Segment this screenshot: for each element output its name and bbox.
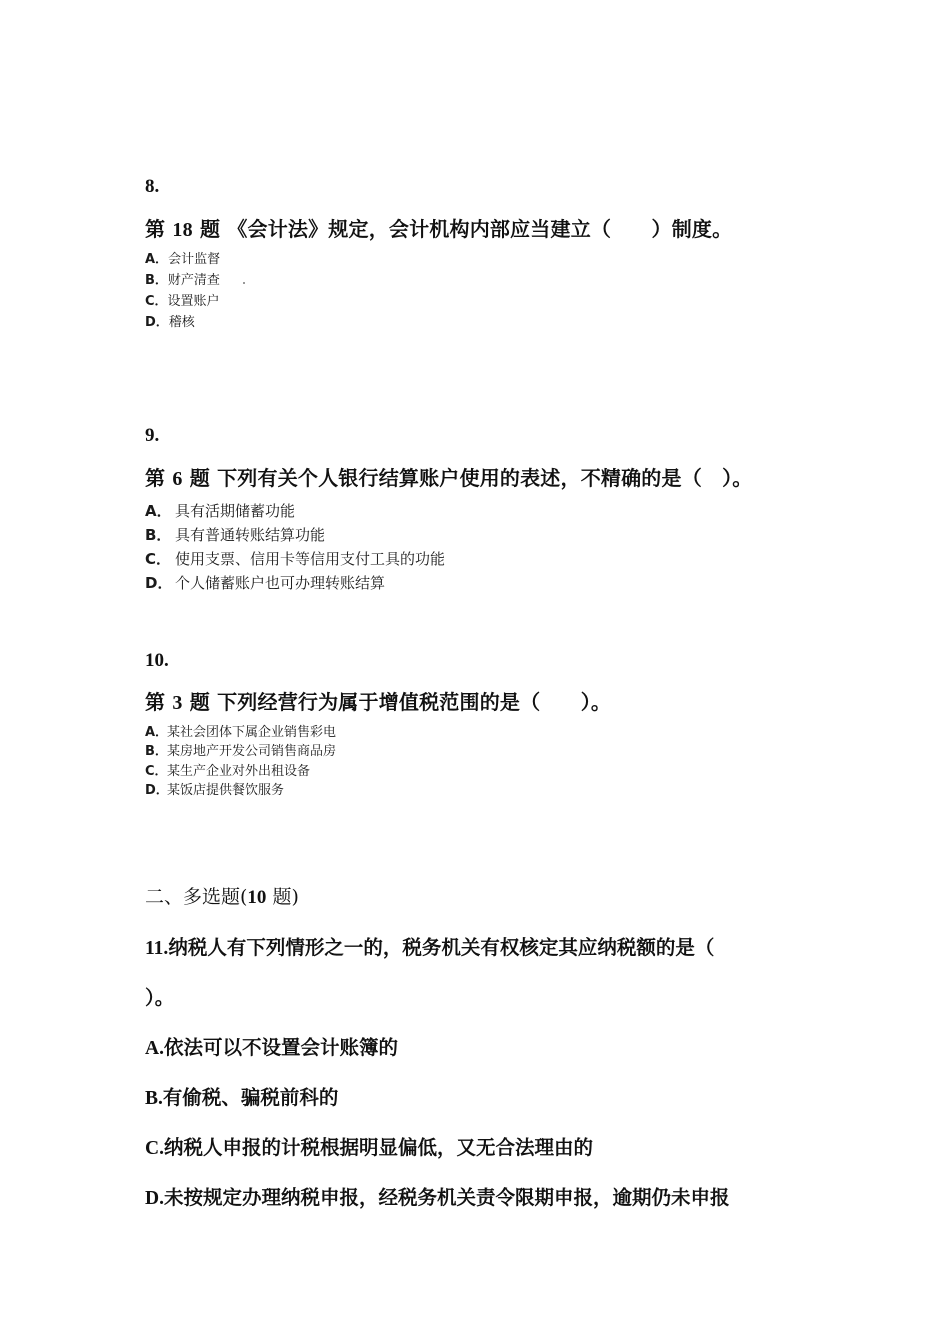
option-letter: C． bbox=[145, 550, 172, 568]
question-11-line-1 bbox=[145, 932, 714, 960]
question-11-number: 11. bbox=[145, 938, 169, 959]
question-9-title-num: 6 bbox=[172, 468, 183, 490]
option-text: 未按规定办理纳税申报，经税务机关责令限期申报，逾期仍未申报 bbox=[163, 1186, 730, 1209]
question-11-option-a[interactable] bbox=[145, 1032, 398, 1060]
option-text: 有偷税、骗税前科的 bbox=[162, 1086, 339, 1109]
option-letter: B． bbox=[145, 273, 168, 288]
question-8-option-b[interactable] bbox=[145, 269, 220, 288]
question-8-title-num: 18 bbox=[172, 219, 193, 241]
question-10-title-text: 下列经营行为属于增值税范围的是（ ）。 bbox=[217, 690, 612, 714]
question-11-option-d[interactable] bbox=[145, 1182, 729, 1210]
question-10-title-num: 3 bbox=[172, 692, 183, 714]
option-text: 某房地产开发公司销售商品房 bbox=[167, 744, 337, 759]
question-9-title-prefix: 第 bbox=[145, 466, 173, 490]
question-10-title bbox=[145, 686, 611, 715]
question-9-title-mid: 题 bbox=[182, 466, 218, 490]
question-9-option-c[interactable] bbox=[145, 548, 445, 569]
option-text: 设置账户 bbox=[167, 294, 220, 309]
option-text: 依法可以不设置会计账簿的 bbox=[163, 1036, 398, 1059]
question-11-text: 纳税人有下列情形之一的，税务机关有权核定其应纳税额的是（ bbox=[168, 936, 715, 959]
option-text: 某社会团体下属企业销售彩电 bbox=[167, 725, 337, 740]
question-10-number: 10. bbox=[145, 650, 169, 671]
question-8-title-mid: 题 bbox=[192, 217, 228, 241]
option-text: 使用支票、信用卡等信用支付工具的功能 bbox=[175, 550, 446, 568]
option-letter: D． bbox=[145, 315, 169, 330]
question-8-number: 8. bbox=[145, 176, 160, 197]
section-title bbox=[145, 882, 299, 909]
option-letter: B． bbox=[145, 526, 172, 544]
section-title-prefix: 二、多选题( bbox=[145, 886, 248, 908]
section-title-num: 10 bbox=[247, 887, 267, 908]
option-letter: B. bbox=[145, 1088, 163, 1109]
option-text: 某生产企业对外出租设备 bbox=[167, 764, 311, 779]
question-10-option-d[interactable] bbox=[145, 779, 284, 798]
option-text: 会计监督 bbox=[168, 252, 221, 267]
section-title-suffix: 题) bbox=[266, 886, 299, 908]
question-9-option-a[interactable] bbox=[145, 500, 295, 521]
question-8-option-d[interactable] bbox=[145, 311, 195, 330]
question-10-title-prefix: 第 bbox=[145, 690, 173, 714]
question-11-option-c[interactable] bbox=[145, 1132, 593, 1160]
question-10-option-b[interactable] bbox=[145, 740, 336, 759]
option-letter: C. bbox=[145, 1138, 164, 1159]
question-8-option-a[interactable] bbox=[145, 248, 220, 267]
option-text: 个人储蓄账户也可办理转账结算 bbox=[175, 574, 386, 592]
question-9-title bbox=[145, 462, 753, 491]
question-8-title bbox=[145, 213, 732, 242]
option-letter: D． bbox=[145, 783, 169, 798]
option-letter: A． bbox=[145, 502, 172, 520]
question-9-option-d[interactable] bbox=[145, 572, 385, 593]
option-letter: C． bbox=[145, 764, 168, 779]
question-10-option-c[interactable] bbox=[145, 760, 310, 779]
option-letter: A. bbox=[145, 1038, 164, 1059]
option-letter: A． bbox=[145, 252, 169, 267]
question-11-line-2: ）。 bbox=[145, 986, 175, 1009]
scan-dot-mark bbox=[243, 282, 245, 284]
option-letter: C． bbox=[145, 294, 168, 309]
question-10-title-mid: 题 bbox=[182, 690, 218, 714]
option-letter: A． bbox=[145, 725, 169, 740]
question-8-option-c[interactable] bbox=[145, 290, 220, 309]
question-10-option-a[interactable] bbox=[145, 721, 336, 740]
question-9-title-text: 下列有关个人银行结算账户使用的表述，不精确的是（ ）。 bbox=[217, 466, 753, 490]
option-text: 具有活期储蓄功能 bbox=[175, 502, 296, 520]
question-11-option-b[interactable] bbox=[145, 1082, 338, 1110]
option-text: 具有普通转账结算功能 bbox=[175, 526, 326, 544]
option-text: 稽核 bbox=[168, 315, 195, 330]
option-letter: D． bbox=[145, 574, 173, 592]
option-text: 纳税人申报的计税根据明显偏低，又无合法理由的 bbox=[163, 1136, 593, 1159]
question-9-number: 9. bbox=[145, 425, 160, 446]
question-8-title-prefix: 第 bbox=[145, 217, 173, 241]
option-letter: D. bbox=[145, 1188, 164, 1209]
question-9-option-b[interactable] bbox=[145, 524, 325, 545]
option-text: 某饭店提供餐饮服务 bbox=[167, 783, 285, 798]
option-text: 财产清查 bbox=[167, 273, 220, 288]
question-8-title-text: 《会计法》规定，会计机构内部应当建立（ ）制度。 bbox=[227, 217, 733, 241]
option-letter: B． bbox=[145, 744, 168, 759]
